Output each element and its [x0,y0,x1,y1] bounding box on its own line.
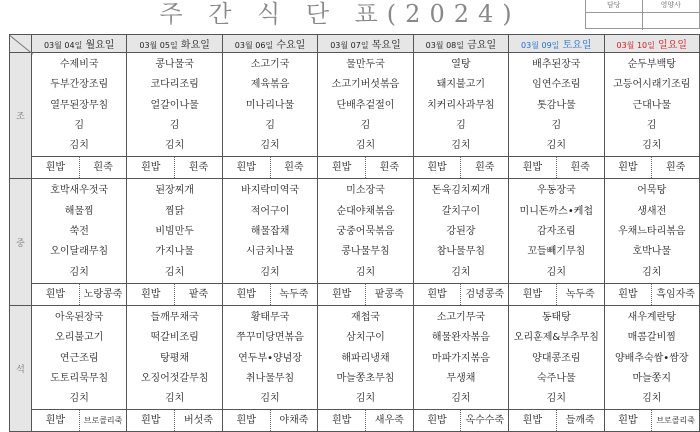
dish-item: 마늘쫑지 [632,372,672,384]
dish-item: 김치 [69,393,89,405]
rice-porridge-row [318,156,412,178]
dish-item: 김치 [164,140,185,152]
rice-item: 흰밥 [522,162,543,174]
porridge-item: 녹두죽 [556,284,604,305]
dish-item: 김치 [260,266,280,278]
dish-item: 생새전 [637,205,667,217]
rice-porridge-row [605,283,699,305]
dish-item: 감자조림 [537,226,576,238]
dish-item: 양배추숙쌈•쌈장 [615,352,689,364]
rice-porridge-row [414,156,508,178]
day-date: 03월 10일 [616,41,655,50]
dish-item: 김 [169,119,180,131]
dish-item: 연두부•양념장 [238,352,302,364]
dish-item: 톳감나물 [537,99,576,111]
menu-cell [222,305,317,431]
dish-item: 김치 [451,266,471,278]
dish-item: 김치 [642,266,662,278]
dish-item: 궁중어묵볶음 [336,226,395,238]
dish-item: 탕평채 [160,352,190,364]
meal-label: 조 [10,53,32,179]
porridge-item: 녹두죽 [270,284,318,305]
meal-label: 중 [10,179,32,305]
dish-item: 미나리나물 [245,99,295,111]
meal-row-breakfast [10,53,700,179]
rice-porridge-row [223,156,317,178]
menu-cell [222,179,317,305]
dish-item: 무생채 [446,372,476,384]
dish-item: 고등어시래기조림 [613,79,691,91]
dish-item: 김 [360,119,371,131]
dish-item: 마파가지볶음 [431,352,490,364]
dish-item: 된장찌개 [155,185,194,197]
approval-sign-manager[interactable] [586,12,643,30]
meal-row-dinner [10,305,700,431]
dish-list [509,306,603,409]
dish-item: 강된장 [446,226,476,238]
day-header-5 [509,35,604,53]
dish-item: 김치 [260,393,280,405]
approval-label-dietitian: 영양사 [660,1,681,9]
rice-item: 흰밥 [45,162,66,174]
dish-list [414,53,508,156]
day-header-1 [127,35,222,53]
dish-item: 김치 [355,266,376,278]
porridge-item: 새우죽 [365,410,413,431]
dish-item: 김치 [451,140,471,152]
dish-list [605,53,699,156]
dish-list [223,53,317,156]
day-header-3 [318,35,413,53]
rice-item: 흰밥 [236,415,256,427]
day-header-0 [32,35,127,53]
dish-list [32,306,126,409]
dish-item: 해물잡채 [250,226,290,238]
weekly-menu-table [9,34,700,432]
day-date: 03월 08일 [425,41,464,50]
dish-item: 찜닭 [164,205,185,217]
day-weekday: 수요일 [276,40,306,51]
rice-item: 흰밥 [618,415,638,427]
menu-cell [32,53,127,179]
rice-item: 흰밥 [618,162,638,174]
dish-list [318,53,412,156]
menu-cell [509,179,604,305]
dish-list [127,179,221,282]
day-date: 03월 04일 [43,41,83,50]
rice-porridge-row [414,409,508,431]
dish-list [318,179,412,282]
menu-cell [509,305,604,431]
dish-list [223,306,317,409]
dish-list [127,53,221,156]
dish-item: 치커리사과무침 [427,99,495,111]
rice-item: 흰밥 [427,162,447,174]
rice-porridge-row [318,409,412,431]
dish-item: 돈육김치찌개 [431,185,490,197]
dish-item: 미니돈까스•케첩 [519,205,594,217]
day-date: 03월 07일 [330,41,369,50]
dish-item: 김 [646,119,657,131]
dish-list [414,179,508,282]
dish-item: 김치 [546,393,566,405]
dish-item: 김치 [164,393,185,405]
menu-cell [604,305,699,431]
menu-cell [604,179,699,305]
dish-item: 시금치나물 [245,246,295,258]
dish-item: 재첩국 [350,311,380,323]
rice-porridge-row [127,156,221,178]
header-row [10,35,700,53]
menu-cell [413,53,508,179]
dish-item: 돼지불고기 [436,79,486,91]
dish-item: 얼갈이나물 [150,99,199,111]
dish-item: 적어구이 [250,205,290,217]
dish-item: 도토리묵무침 [50,372,109,384]
dish-item: 임연수조림 [532,79,581,91]
dish-item: 가지나물 [155,246,194,258]
rice-item: 흰밥 [331,162,352,174]
dish-item: 김 [74,119,85,131]
rice-porridge-row [32,156,126,178]
dish-item: 김치 [69,266,89,278]
porridge-item: 흰죽 [651,157,699,178]
menu-cell [127,53,222,179]
rice-item: 흰밥 [141,288,161,300]
porridge-item: 야채죽 [270,410,318,431]
rice-porridge-row [127,409,221,431]
dish-item: 오징어젓갈무침 [140,372,209,384]
rice-porridge-row [318,283,412,305]
porridge-item: 브로콜리죽 [651,410,699,431]
dish-item: 쭈꾸미당면볶음 [236,332,304,344]
dish-item: 수제비국 [59,59,99,70]
dish-item: 소고기버섯볶음 [331,79,400,91]
rice-item: 흰밥 [45,415,66,427]
dish-item: 들깨무채국 [150,311,199,323]
menu-cell [127,305,222,431]
dish-item: 제육볶음 [250,79,290,91]
rice-porridge-row [509,156,603,178]
dish-item: 새우계란탕 [627,311,676,323]
rice-porridge-row [32,283,126,305]
dish-item: 아욱된장국 [55,311,104,323]
dish-item: 취나물무침 [245,372,295,384]
porridge-item: 흰죽 [365,157,413,178]
dish-item: 김치 [260,140,280,152]
rice-porridge-row [605,156,699,178]
menu-cell [413,179,508,305]
dish-item: 우채느타리볶음 [617,226,686,238]
rice-porridge-row [509,409,603,431]
porridge-item: 버섯죽 [174,410,222,431]
dish-list [223,179,317,282]
dish-item: 바지락미역국 [241,185,300,197]
dish-item: 동태탕 [541,311,571,323]
dish-item: 꼬들빼기무침 [527,246,586,258]
porridge-item: 검녕콩죽 [460,284,508,305]
dish-item: 양대콩조림 [532,352,581,364]
dish-item: 연근조림 [59,352,99,364]
dish-list [605,306,699,409]
day-weekday: 금요일 [467,40,497,51]
menu-cell [318,179,413,305]
rice-porridge-row [127,283,221,305]
meal-row-lunch [10,179,700,305]
dish-item: 순대야채볶음 [336,205,395,217]
dish-item: 미소장국 [346,185,385,197]
porridge-item: 흰죽 [270,157,318,178]
rice-item: 흰밥 [331,415,352,427]
dish-item: 숙주나물 [537,372,576,384]
dish-item: 콩나물국 [155,59,194,70]
day-weekday: 목요일 [371,40,401,51]
rice-item: 흰밥 [331,288,352,300]
day-date: 03월 06일 [234,41,274,50]
dish-list [32,53,126,156]
porridge-item: 들깨죽 [556,410,604,431]
dish-item: 마늘쫑초무침 [336,372,395,384]
rice-item: 흰밥 [141,162,161,174]
rice-porridge-row [223,283,317,305]
dish-list [414,306,508,409]
porridge-item: 흰죽 [174,157,222,178]
approval-sign-dietitian[interactable] [643,12,700,30]
rice-item: 흰밥 [522,415,543,427]
dish-item: 참나물무침 [436,246,486,258]
dish-item: 오리불고기 [55,332,104,344]
rice-item: 흰밥 [618,288,638,300]
day-weekday: 토요일 [562,40,592,51]
rice-porridge-row [223,409,317,431]
day-header-4 [413,35,508,53]
dish-item: 호박나물 [632,246,672,258]
porridge-item: 옥수수죽 [460,410,508,431]
dish-item: 김치 [546,140,566,152]
dish-item: 김 [265,119,275,131]
dish-item: 두부간장조림 [50,79,109,91]
dish-list [509,53,603,156]
porridge-item: 흰죽 [79,157,127,178]
dish-item: 김치 [546,266,566,278]
day-weekday: 일요일 [658,40,688,51]
rice-porridge-row [605,409,699,431]
dish-item: 해파리냉채 [341,352,390,364]
dish-list [509,179,603,282]
dish-list [32,179,126,282]
dish-item: 근대나물 [632,99,672,111]
dish-item: 김 [456,119,466,131]
dish-item: 오이달래무침 [50,246,109,258]
rice-item: 흰밥 [427,288,447,300]
porridge-item: 팥죽 [174,284,222,305]
menu-cell [32,305,127,431]
dish-item: 해물완자볶음 [431,332,490,344]
menu-cell [318,53,413,179]
rice-porridge-row [414,283,508,305]
dish-item: 떡갈비조림 [150,332,199,344]
dish-item: 김치 [69,140,89,152]
rice-item: 흰밥 [45,288,66,300]
dish-item: 매콤갈비찜 [627,332,676,344]
dish-item: 김치 [451,393,471,405]
dish-item: 열무된장무침 [50,99,109,111]
rice-item: 흰밥 [141,415,161,427]
dish-item: 순두부백탕 [627,59,676,70]
menu-cell [509,53,604,179]
rice-item: 흰밥 [236,162,256,174]
menu-cell [318,305,413,431]
dish-item: 콩나물무침 [341,246,390,258]
rice-item: 흰밥 [236,288,256,300]
porridge-item: 노랑콩죽 [79,284,127,305]
dish-item: 김치 [642,393,662,405]
menu-cell [604,53,699,179]
page-title: 주 간 식 단 표(2024) [159,0,521,28]
dish-item: 김치 [164,266,185,278]
menu-cell [32,179,127,305]
dish-item: 소고기국 [250,59,290,70]
approval-label-manager: 담당 [586,0,643,12]
dish-item: 단배추겉절이 [336,99,395,111]
dish-item: 김치 [642,140,662,152]
porridge-item: 브로콜리죽 [79,410,127,431]
day-header-2 [222,35,317,53]
dish-item: 김 [551,119,562,131]
dish-item: 소고기무국 [436,311,486,323]
dish-item: 어묵탕 [637,185,667,197]
dish-list [318,306,412,409]
menu-cell [222,53,317,179]
dish-item: 코다리조림 [150,79,199,91]
approval-box [585,0,700,29]
dish-item: 우동장국 [537,185,576,197]
corner-cell [10,35,32,53]
dish-item: 물만두국 [346,59,385,70]
meal-label: 석 [10,305,32,431]
rice-item: 흰밥 [427,415,447,427]
dish-item: 삼치구이 [346,332,385,344]
rice-porridge-row [509,283,603,305]
menu-cell [127,179,222,305]
menu-cell [413,305,508,431]
day-date: 03월 09일 [521,41,560,50]
dish-item: 호박새우젓국 [50,185,109,197]
dish-item: 배추된장국 [532,59,581,70]
day-weekday: 월요일 [85,40,115,51]
dish-item: 김치 [355,140,376,152]
dish-item: 해물찜 [64,205,94,217]
porridge-item: 팥콩죽 [365,284,413,305]
dish-item: 쑥전 [69,226,89,238]
dish-item: 황태무국 [250,311,290,323]
rice-item: 흰밥 [522,288,543,300]
porridge-item: 흰죽 [556,157,604,178]
dish-item: 오리훈제&부추무침 [513,332,599,344]
dish-list [605,179,699,282]
day-date: 03월 05일 [139,41,178,50]
day-weekday: 화요일 [180,40,210,51]
dish-item: 갈치구이 [441,205,481,217]
rice-porridge-row [32,409,126,431]
dish-list [127,306,221,409]
dish-item: 김치 [355,393,376,405]
porridge-item: 흰죽 [460,157,508,178]
day-header-6 [604,35,699,53]
porridge-item: 흑임자죽 [651,284,699,305]
dish-item: 비빔만두 [155,226,194,238]
dish-item: 열탕 [451,59,471,70]
